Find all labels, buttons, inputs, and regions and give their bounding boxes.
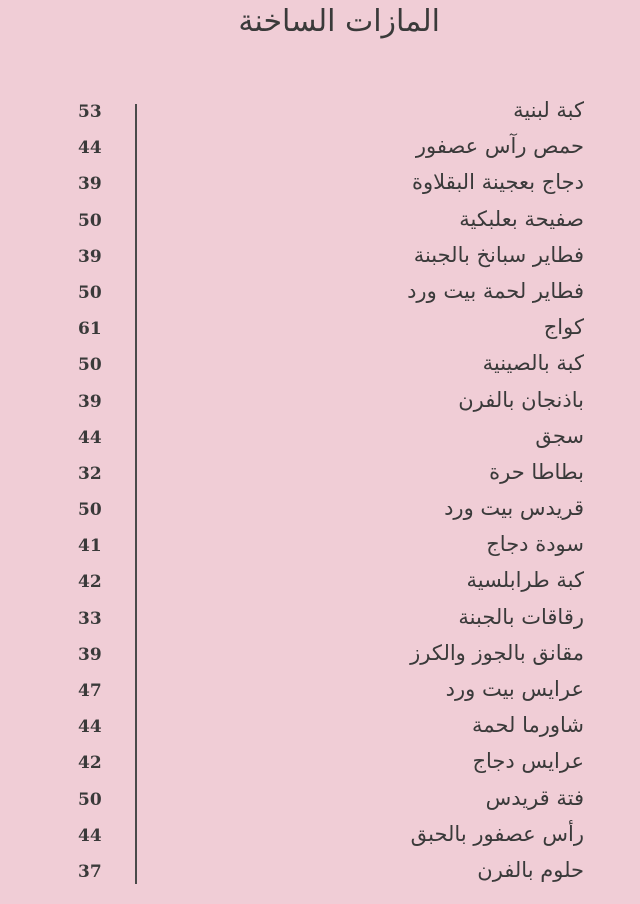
- menu-item: [0, 422, 640, 458]
- item-price: 39: [78, 174, 102, 195]
- item-price: 44: [78, 717, 102, 738]
- menu-item: [0, 639, 640, 675]
- menu-item: [0, 820, 640, 856]
- item-name: بطاطا حرة: [489, 459, 584, 484]
- item-name: كبة طرابلسية: [466, 568, 584, 593]
- item-price: 39: [78, 644, 102, 665]
- menu-item: [0, 530, 640, 566]
- menu-item: [0, 711, 640, 747]
- item-name: فطاير لحمة بيت ورد: [407, 278, 584, 303]
- item-price: 50: [78, 500, 102, 521]
- item-name: دجاج بعجينة البقلاوة: [412, 170, 584, 195]
- item-name: صفيحة بعلبكية: [459, 206, 584, 231]
- menu-item: [0, 313, 640, 349]
- menu-list: [0, 96, 640, 892]
- item-name: حمص رآس عصفور: [415, 134, 584, 159]
- item-price: 50: [78, 789, 102, 810]
- menu-item: [0, 747, 640, 783]
- menu-item: [0, 132, 640, 168]
- item-price: 61: [78, 319, 102, 340]
- item-price: 39: [78, 246, 102, 267]
- item-price: 41: [78, 536, 102, 557]
- menu-item: [0, 241, 640, 277]
- menu-item: [0, 349, 640, 385]
- item-price: 37: [78, 861, 102, 882]
- item-name: سجق: [535, 423, 584, 448]
- menu-item: [0, 168, 640, 204]
- item-name: شاورما لحمة: [472, 713, 584, 738]
- item-price: 47: [78, 681, 102, 701]
- item-name: فطاير سبانخ بالجبنة: [413, 242, 584, 267]
- menu-item: [0, 205, 640, 241]
- item-name: رأس عصفور بالحبق: [410, 821, 584, 846]
- item-name: كبة لبنية: [513, 98, 584, 122]
- item-price: 44: [78, 825, 102, 846]
- item-price: 53: [78, 102, 102, 122]
- menu-item: [0, 96, 640, 132]
- item-name: عرايس دجاج: [472, 749, 584, 774]
- item-name: عرايس بيت ورد: [445, 677, 584, 701]
- menu-item: [0, 386, 640, 422]
- page-title: المازات الساخنة: [238, 4, 440, 39]
- item-price: 32: [78, 463, 102, 484]
- item-price: 33: [78, 608, 102, 629]
- item-price: 39: [78, 391, 102, 412]
- item-name: سودة دجاج: [486, 532, 584, 557]
- item-price: 42: [78, 572, 102, 593]
- menu-item: [0, 566, 640, 602]
- item-price: 50: [78, 210, 102, 231]
- item-price: 50: [78, 282, 102, 303]
- item-name: قريدس بيت ورد: [444, 496, 584, 521]
- menu-item: [0, 603, 640, 639]
- item-name: مقانق بالجوز والكرز: [410, 640, 584, 665]
- menu-item: [0, 675, 640, 711]
- menu-item: [0, 458, 640, 494]
- item-name: رقاقات بالجبنة: [458, 604, 584, 629]
- menu-item: [0, 277, 640, 313]
- item-price: 50: [78, 355, 102, 376]
- menu-item: [0, 856, 640, 892]
- item-name: فتة قريدس: [485, 785, 584, 810]
- item-price: 44: [78, 138, 102, 159]
- item-name: باذنجان بالفرن: [458, 387, 584, 412]
- item-name: كواج: [543, 315, 584, 340]
- item-name: كبة بالصينية: [482, 351, 584, 376]
- item-price: 44: [78, 427, 102, 448]
- item-name: حلوم بالفرن: [477, 857, 584, 882]
- item-price: 42: [78, 753, 102, 774]
- menu-item: [0, 494, 640, 530]
- menu-item: [0, 784, 640, 820]
